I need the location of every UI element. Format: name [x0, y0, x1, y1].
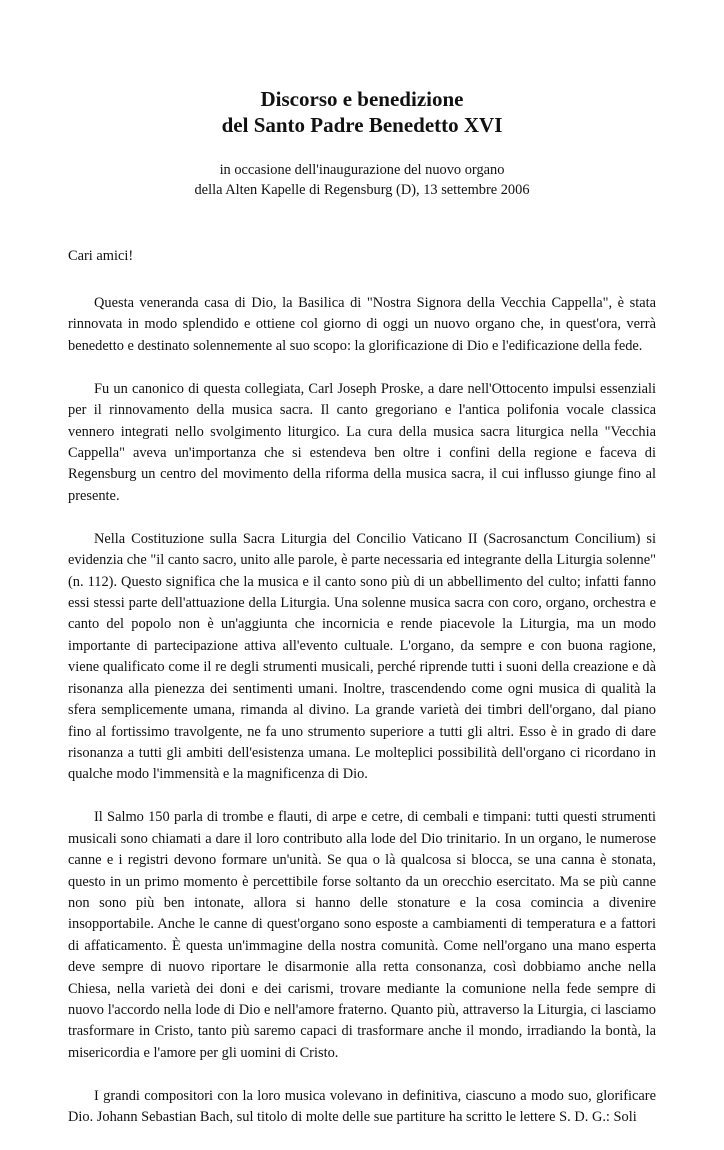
title-line-2: del Santo Padre Benedetto XVI: [221, 113, 503, 137]
body-text: [68, 293, 656, 1129]
subtitle-line-2: della Alten Kapelle di Regensburg (D), 13 settembre 2006: [194, 182, 530, 198]
paragraph-1: Questa veneranda casa di Dio, la Basilica di "Nostra Signora della Vecchia Cappella", è stata rinnovata in modo splendido e ottiene col giorno di oggi un nuovo organo che, in quest'ora, verrà benedetto e destinato solennemente al suo scopo: la glorificazione di Dio e l'edificazione della fede.: [68, 295, 656, 354]
paragraph-3: Nella Costituzione sulla Sacra Liturgia del Concilio Vaticano II (Sacrosanctum Concilium) si evidenzia che "il canto sacro, unito alle parole, è parte necessaria ed integrante della Liturgia solenne" (n. 112). Questo significa che la musica e il canto sono più di un abbellimento del culto; infatti fanno essi stessi parte dell'attuazione della Liturgia. Una solenne musica sacra con coro, organo, orchestra e canto del popolo non è un'aggiunta che incornicia e rende piacevole la Liturgia, ma un modo importante di partecipazione attiva all'evento cultuale. L'organo, da sempre e con buona ragione, viene qualificato come il re degli strumenti musicali, perché riprende tutti i suoni della creazione e dà risonanza alla pienezza dei sentimenti umani. Inoltre, trascendendo come ogni musica di qualità la sfera semplicemente umana, rimanda al divino. La grande varietà dei timbri dell'organo, dal piano fino al fortissimo travolgente, ne fa uno strumento superiore a tutti gli altri. Esso è in grado di dare risonanza a tutti gli ambiti dell'esistenza umana. Le molteplici possibilità dell'organo ci ricordano in qualche modo l'immensità e la magnificenza di Dio.: [68, 530, 656, 783]
document-page: [68, 86, 656, 1150]
paragraph-4: Il Salmo 150 parla di trombe e flauti, di arpe e cetre, di cembali e timpani: tutti questi strumenti musicali sono chiamati a dare il loro contributo alla lode del Dio trinitario. In un organo, le numerose canne e i registri devono formare un'unità. Se qua o là qualcosa si blocca, se una canna è stonata, questo in un primo momento è percettibile forse soltanto da un orecchio esercitato. Ma se più canne non sono più ben intonate, allora si hanno delle stonature e la cosa comincia a divenire insopportabile. Anche le canne di quest'organo sono esposte a cambiamenti di temperatura e a fattori di affaticamento. È questa un'immagine della nostra comunità. Come nell'organo una mano esperta deve sempre di nuovo riportare le disarmonie alla retta consonanza, così dobbiamo anche nella Chiesa, nella varietà dei doni e dei carismi, trovare mediante la comunione nella fede sempre di nuovo l'accordo nella lode di Dio e nell'amore fraterno. Quanto più, attraverso la Liturgia, ci lasciamo trasformare in Cristo, tanto più saremo capaci di trasformare anche il mondo, irradiando la bontà, la misericordia e l'amore per gli uomini di Cristo.: [68, 809, 656, 1061]
subtitle-line-1: in occasione dell'inaugurazione del nuovo organo: [219, 162, 505, 178]
salutation: Cari amici!: [68, 248, 134, 264]
document-subtitle: [68, 160, 656, 200]
paragraph-5: I grandi compositori con la loro musica volevano in definitiva, ciascuno a modo suo, glorificare Dio. Johann Sebastian Bach, sul titolo di molte delle sue partiture ha scritto le lettere S. D. G.: Soli: [68, 1087, 656, 1126]
title-line-1: Discorso e benedizione: [260, 87, 464, 111]
paragraph-2: Fu un canonico di questa collegiata, Carl Joseph Proske, a dare nell'Ottocento impulsi essenziali per il rinnovamento della musica sacra. Il canto gregoriano e l'antica polifonia vocale classica vennero integrati nello svolgimento liturgico. La cura della musica sacra liturgica nella "Vecchia Cappella" aveva un'importanza che si estendeva ben oltre i confini della regione e faceva di Regensburg un centro del movimento della riforma della musica sacra, il cui influsso giunge fino al presente.: [68, 380, 656, 504]
document-title: [68, 86, 656, 138]
